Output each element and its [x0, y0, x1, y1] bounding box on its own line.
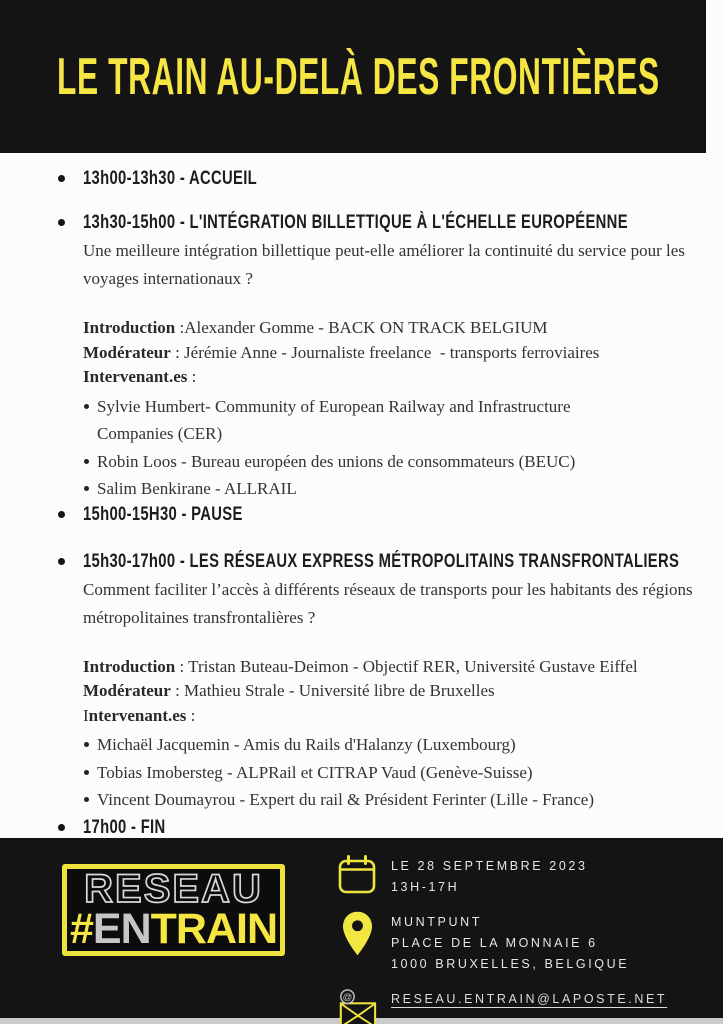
- role-introduction: [83, 316, 723, 341]
- session-heading: [83, 167, 257, 191]
- event-date: LE 28 SEPTEMBRE 2023: [391, 859, 588, 873]
- event-datetime: [391, 854, 588, 898]
- date-row: [337, 854, 667, 898]
- header-banner: [0, 0, 706, 153]
- email-row: [337, 987, 667, 1024]
- logo-hash: #: [69, 905, 93, 954]
- session-time: 17h00: [83, 816, 127, 838]
- session-heading: [83, 550, 679, 574]
- speaker-item: Michaël Jacquemin - Amis du Rails d'Halanzy (Luxembourg): [83, 731, 723, 759]
- session-fin: [57, 816, 723, 840]
- role-label: Intervenant.es: [83, 367, 188, 386]
- venue-street: PLACE DE LA MONNAIE 6: [391, 936, 598, 950]
- logo-en: EN: [92, 905, 151, 954]
- schedule-section: [0, 153, 723, 838]
- svg-text:@: @: [342, 991, 353, 1003]
- venue-city: 1000 BRUXELLES, BELGIQUE: [391, 957, 630, 971]
- speaker-item: Sylvie Humbert- Community of European Railway and Infrastructure Companies (CER): [83, 393, 617, 448]
- session-title: FIN: [140, 816, 166, 838]
- role-value: : Mathieu Strale - Université libre de Bruxelles: [170, 681, 495, 700]
- role-label: Intervenant.es: [83, 705, 187, 725]
- role-introduction: [83, 655, 723, 680]
- envelope-at-icon: [337, 987, 377, 1024]
- role-intervenants: [83, 365, 723, 390]
- time-title-separator: -: [175, 168, 189, 189]
- session-time: 15h00-15H30: [83, 503, 178, 525]
- role-label: Introduction: [83, 656, 176, 676]
- venue-name: MUNTPUNT: [391, 915, 482, 929]
- speakers-list: [83, 393, 723, 503]
- event-hours: 13H-17H: [391, 880, 460, 894]
- location-row: [337, 910, 667, 975]
- session-title: PAUSE: [191, 503, 243, 525]
- session-time: 13h00-13h30: [83, 168, 176, 189]
- session-title: LES RÉSEAUX EXPRESS MÉTROPOLITAINS TRANSFRONTALIERS: [189, 550, 680, 572]
- session-title: L'INTÉGRATION BILLETTIQUE À L'ÉCHELLE EUROPÉENNE: [189, 212, 628, 233]
- calendar-icon: [337, 854, 377, 896]
- reseau-entrain-logo: [62, 864, 285, 956]
- speaker-item: Tobias Imobersteg - ALPRail et CITRAP Vaud (Genève-Suisse): [83, 759, 723, 787]
- role-value: :Alexander Gomme - BACK ON TRACK BELGIUM: [175, 318, 548, 337]
- session-pause: [57, 503, 723, 527]
- role-label: Modérateur: [83, 681, 171, 700]
- time-title-separator: -: [126, 816, 141, 838]
- session-heading: [83, 503, 243, 527]
- time-title-separator: -: [175, 212, 190, 233]
- location-pin-icon: [337, 910, 377, 957]
- session-heading: [83, 816, 166, 840]
- time-title-separator: -: [175, 550, 190, 572]
- role-label: Modérateur: [83, 342, 171, 362]
- contact-email: [391, 987, 667, 1010]
- venue-address: [391, 910, 629, 975]
- speaker-item: Vincent Doumayrou - Expert du rail & Président Ferinter (Lille - France): [83, 786, 723, 814]
- session-description: Comment faciliter l’accès à différents réseaux de transports pour les habitants des régions métropolitaines transfrontalières ?: [83, 579, 693, 627]
- speaker-item: Salim Benkirane - ALLRAIL: [83, 475, 617, 503]
- schedule-list: [57, 167, 723, 840]
- session-roles: [83, 655, 723, 729]
- role-value: : Jérémie Anne - Journaliste freelance - transports ferroviaires: [170, 342, 600, 362]
- time-title-separator: -: [177, 503, 192, 525]
- session-billettique: [57, 211, 723, 503]
- session-accueil: [57, 167, 723, 191]
- speakers-list: [83, 731, 723, 814]
- session-time: 15h30-17h00: [83, 550, 176, 572]
- role-intervenants: [83, 704, 723, 729]
- session-roles: [83, 316, 723, 390]
- speaker-item: Robin Loos - Bureau européen des unions de consommateurs (BEUC): [83, 448, 617, 476]
- role-moderateur: [83, 679, 723, 704]
- email-link[interactable]: RESEAU.ENTRAIN@LAPOSTE.NET: [391, 992, 668, 1006]
- footer-info: [337, 854, 667, 1024]
- logo-entrain-text: [69, 905, 278, 954]
- role-label: Introduction: [83, 318, 176, 337]
- session-description: Une meilleure intégration billettique peut-elle améliorer la continuité du service pour les voyages internationaux ?: [83, 241, 685, 288]
- page-title: LE TRAIN AU-DELÀ DES FRONTIÈRES: [57, 47, 660, 106]
- logo-train: TRAIN: [150, 905, 278, 954]
- session-reseaux-express: [57, 550, 723, 814]
- role-value: : Tristan Buteau-Deimon - Objectif RER, Université Gustave Eiffel: [175, 656, 638, 676]
- footer-banner: [0, 838, 723, 1018]
- session-title: ACCUEIL: [188, 168, 258, 189]
- role-value: :: [187, 367, 197, 386]
- role-moderateur: [83, 341, 723, 366]
- session-time: 13h30-15h00: [83, 212, 176, 233]
- role-value: :: [186, 705, 196, 725]
- session-heading: [83, 211, 628, 235]
- logo-reseau-text: RESEAU: [84, 867, 263, 912]
